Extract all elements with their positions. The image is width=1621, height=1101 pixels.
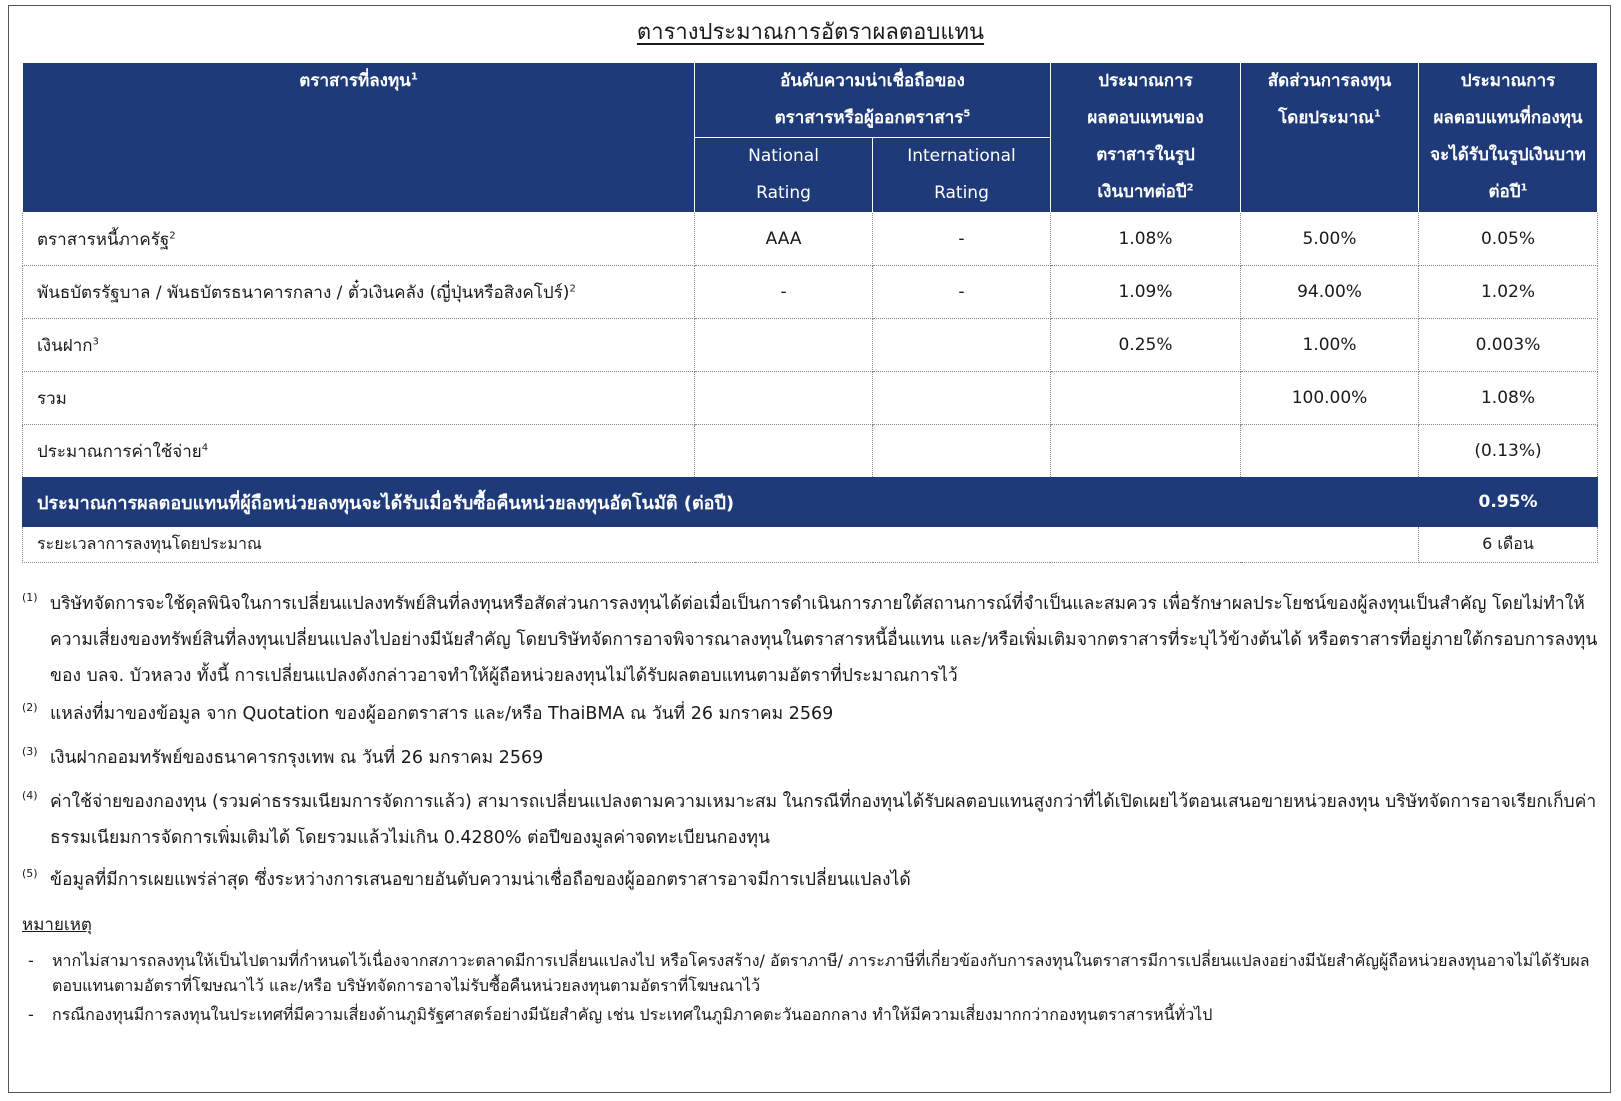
cell-instrument-yield [1050,372,1240,425]
table-row [23,266,1598,319]
cell-instrument-yield [1050,425,1240,478]
header-national-rating: National Rating [695,138,873,213]
remarks-heading: หมายเหตุ [22,915,92,935]
row-label: พันธบัตรรัฐบาล / พันธบัตรธนาคารกลาง / ตั๋วเงินคลัง (ญี่ปุ่นหรือสิงคโปร์)$^2$ [23,266,695,319]
footnote-2: (2) แหล่งที่มาของข้อมูล จาก Quotation ของผู้ออกตราสาร และ/หรือ ThaiBMA ณ วันที่ 26 มกราคม 2569 [22,701,834,724]
remark-item: - หากไม่สามารถลงทุนให้เป็นไปตามที่กำหนดไว้เนื่องจากสภาวะตลาดมีการเปลี่ยนแปลงไป หรือโครงสร้าง/ อัตราภาษี/ ภาระภาษีที่เกี่ยวข้องกับการลงทุนในตราสารมีการเปลี่ยนแปลงอย่างมีนัยสำคัญผู้ถือหน่วยลงทุนอาจไม่ได้รับผลตอบแทนตามอัตราที่โฆษณาไว้ และ/หรือ บริษัทจัดการอาจไม่รับซื้อคืนหน่วยลงทุนตามอัตราที่โฆษณาไว้ [28,951,1590,995]
return-estimate-table [22,62,1598,563]
footnote-3: (3) เงินฝากออมทรัพย์ของธนาคารกรุงเทพ ณ วันที่ 26 มกราคม 2569 [22,745,544,768]
cell-fund-yield: 0.003% [1418,319,1597,372]
page-title: ตารางประมาณการอัตราผลตอบแทน [636,20,985,45]
cell-national-rating: AAA [695,213,873,266]
row-label: รวม [23,372,695,425]
header-international-rating: International Rating [873,138,1051,213]
cell-instrument-yield: 1.08% [1050,213,1240,266]
cell-fund-yield: (0.13%) [1418,425,1597,478]
cell-investment-ratio [1241,425,1419,478]
table-row [23,213,1598,266]
cell-instrument-yield: 1.09% [1050,266,1240,319]
period-value: 6 เดือน [1418,527,1597,563]
cell-fund-yield: 0.05% [1418,213,1597,266]
cell-national-rating [695,319,873,372]
footnotes [22,586,1602,1027]
cell-international-rating: - [873,213,1051,266]
cell-national-rating [695,372,873,425]
summary-value: 0.95% [1418,478,1597,527]
header-investment-ratio: สัดส่วนการลงทุน โดยประมาณ$^1$ [1241,63,1419,213]
cell-investment-ratio: 94.00% [1241,266,1419,319]
cell-national-rating [695,425,873,478]
header-instrument-yield: ประมาณการ ผลตอบแทนของ ตราสารในรูป เงินบาทต่อปี$^2$ [1050,63,1240,213]
summary-row [23,478,1598,527]
cell-fund-yield: 1.08% [1418,372,1597,425]
footnote-4: (4) ค่าใช้จ่ายของกองทุน (รวมค่าธรรมเนียมการจัดการแล้ว) สามารถเปลี่ยนแปลงตามความเหมาะสม ในกรณีที่กองทุนได้รับผลตอบแทนสูงกว่าที่ได้เปิดเผยไว้ตอนเสนอขายหน่วยลงทุน บริษัทจัดการอาจเรียกเก็บค่าธรรมเนียมการจัดการเพิ่มเติมได้ โดยรวมแล้วไม่เกิน 0.4280% ต่อปีของมูลค่าจดทะเบียนกองทุน [22,789,1597,848]
cell-investment-ratio: 5.00% [1241,213,1419,266]
remark-item: - กรณีกองทุนมีการลงทุนในประเทศที่มีความเสี่ยงด้านภูมิรัฐศาสตร์อย่างมีนัยสำคัญ เช่น ประเทศในภูมิภาคตะวันออกกลาง ทำให้มีความเสี่ยงมากกว่ากองทุนตราสารหนี้ทั่วไป [28,1005,1213,1024]
period-row [23,527,1598,563]
row-label: เงินฝาก$^3$ [23,319,695,372]
footnote-5: (5) ข้อมูลที่มีการเผยแพร่ล่าสุด ซึ่งระหว่างการเสนอขายอันดับความน่าเชื่อถือของผู้ออกตราสารอาจมีการเปลี่ยนแปลงได้ [22,867,911,890]
cell-international-rating [873,372,1051,425]
cell-investment-ratio: 100.00% [1241,372,1419,425]
table-row [23,372,1598,425]
cell-international-rating [873,425,1051,478]
cell-national-rating: - [695,266,873,319]
summary-label: ประมาณการผลตอบแทนที่ผู้ถือหน่วยลงทุนจะได้รับเมื่อรับซื้อคืนหน่วยลงทุนอัตโนมัติ (ต่อปี) [23,478,1419,527]
cell-international-rating: - [873,266,1051,319]
cell-international-rating [873,319,1051,372]
cell-instrument-yield: 0.25% [1050,319,1240,372]
header-fund-yield: ประมาณการ ผลตอบแทนที่กองทุน จะได้รับในรูปเงินบาท ต่อปี$^1$ [1418,63,1597,213]
row-label: ประมาณการค่าใช้จ่าย$^4$ [23,425,695,478]
cell-investment-ratio: 1.00% [1241,319,1419,372]
header-rating: อันดับความน่าเชื่อถือของ ตราสารหรือผู้ออกตราสาร$^5$ [695,63,1051,138]
period-label: ระยะเวลาการลงทุนโดยประมาณ [23,527,1419,563]
row-label: ตราสารหนี้ภาครัฐ$^2$ [23,213,695,266]
table-row [23,319,1598,372]
cell-fund-yield: 1.02% [1418,266,1597,319]
table-row [23,425,1598,478]
footnote-1: (1) บริษัทจัดการจะใช้ดุลพินิจในการเปลี่ยนแปลงทรัพย์สินที่ลงทุนหรือสัดส่วนการลงทุนได้ต่อเมื่อเป็นการดำเนินการภายใต้สถานการณ์ที่จำเป็นและสมควร เพื่อรักษาผลประโยชน์ของผู้ลงทุนเป็นสำคัญ โดยไม่ทำให้ความเสี่ยงของทรัพย์สินที่ลงทุนเปลี่ยนแปลงไปอย่างมีนัยสำคัญ โดยบริษัทจัดการอาจพิจารณาลงทุนในตราสารหนี้อื่นแทน และ/หรือเพิ่มเติมจากตราสารที่ระบุไว้ข้างต้นได้ หรือตราสารที่อยู่ภายใต้กรอบการลงทุนของ บลจ. บัวหลวง ทั้งนี้ การเปลี่ยนแปลงดังกล่าวอาจทำให้ผู้ถือหน่วยลงทุนไม่ได้รับผลตอบแทนตามอัตราที่ประมาณการไว้ [22,591,1598,686]
header-instrument: ตราสารที่ลงทุน$^1$ [23,63,695,213]
